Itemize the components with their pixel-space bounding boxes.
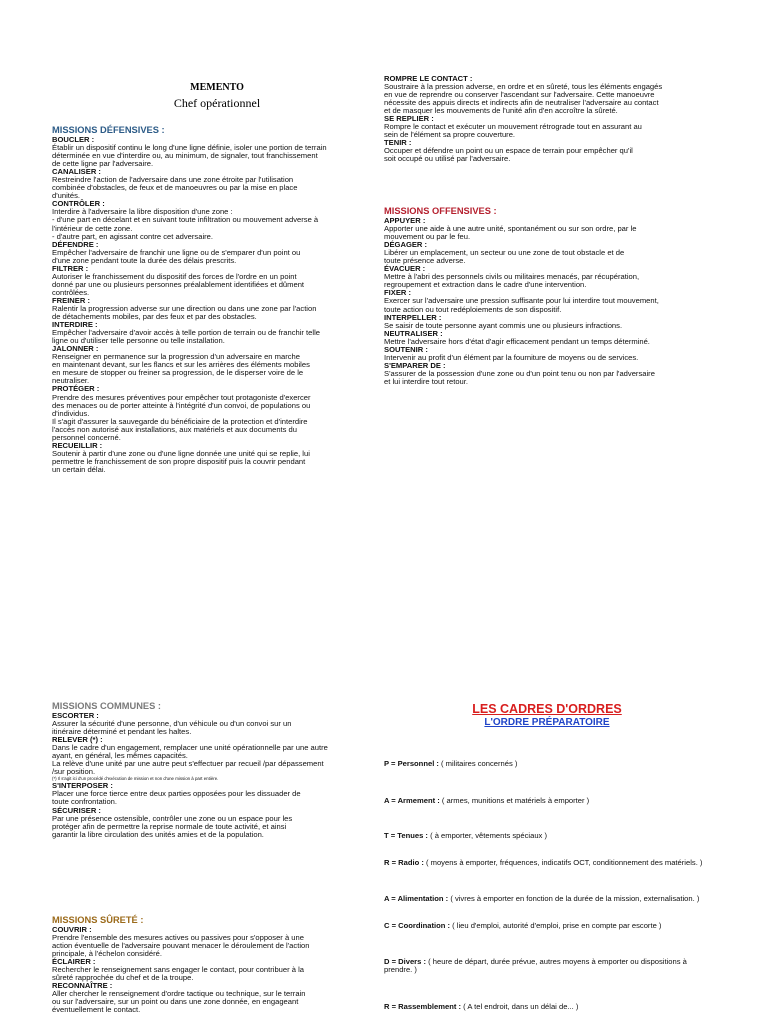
mission-description-line: - d'une part en décelant et en suivant toute infiltration ou mouvement adverse à bbox=[52, 215, 319, 225]
mission-description-line: Apporter une aide à une autre unité, spontanément ou sur son ordre, par le bbox=[384, 224, 637, 234]
cadre-item bbox=[384, 859, 714, 867]
cadre-key: T = Tenues : bbox=[384, 831, 428, 840]
mission-description-line: Empêcher l'adversaire de franchir une ligne ou de s'emparer d'un point ou bbox=[52, 247, 301, 257]
mission-term: FREINER : bbox=[52, 295, 90, 305]
mission-description-line: Établir un dispositif continu le long d'une ligne définie, isoler une portion de terrain bbox=[52, 143, 327, 153]
mission-description-line: Interdire à l'adversaire la libre disposition d'une zone : bbox=[52, 207, 233, 217]
mission-description-line: d'une zone pendant toute la durée des délais prescrits. bbox=[52, 255, 237, 265]
mission-description-line: garantir la libre circulation des unités amies et de la population. bbox=[52, 829, 264, 839]
mission-description-line: de détachements mobiles, par des feux et par des obstacles. bbox=[52, 312, 257, 322]
mission-description-line: d'individus. bbox=[52, 408, 90, 418]
cadre-text: ( A tel endroit, dans un délai de... ) bbox=[461, 1002, 579, 1011]
mission-term: RECONNAÎTRE : bbox=[52, 981, 113, 991]
cadre-text: ( lieu d'emploi, autorité d'emploi, prise en compte par escorte ) bbox=[450, 921, 662, 930]
cadre-key: R = Rassemblement : bbox=[384, 1002, 462, 1011]
mission-term: CONTRÔLER : bbox=[52, 199, 105, 209]
cadres-subtitle: L'ORDRE PRÉPARATOIRE bbox=[484, 717, 610, 728]
mission-description-line: Il s'agit d'assurer la sauvegarde du bénéficiaire de la protection et d'interdire bbox=[52, 416, 308, 426]
mission-term: ESCORTER : bbox=[52, 711, 99, 720]
cadre-key: A = Armement : bbox=[384, 796, 440, 805]
mission-description-line: Par une présence ostensible, contrôler une zone ou un espace pour les bbox=[52, 813, 293, 823]
contact-missions-section bbox=[384, 75, 714, 164]
mission-description-line: déterminée en vue d'interdire ou, au minimum, de signaler, tout franchissement bbox=[52, 151, 318, 161]
mission-description-line: nécessite des appuis directs et indirects afin de neutraliser l'adversaire au contact bbox=[384, 98, 659, 108]
mission-description-line: protéger afin de permettre la reprise normale de toute activité, et ainsi bbox=[52, 821, 287, 831]
mission-description-line: des menaces ou de porter atteinte à l'intégrité d'un convoi, de populations ou bbox=[52, 400, 311, 410]
mission-term: RECUEILLIR : bbox=[52, 440, 103, 450]
cadre-item bbox=[384, 922, 714, 930]
mission-description-line: Placer une force tierce entre deux parties opposées pour les dissuader de bbox=[52, 789, 301, 799]
mission-description-line: Renseigner en permanence sur la progression d'un adversaire en marche bbox=[52, 352, 300, 362]
mission-term: INTERPELLER : bbox=[384, 312, 442, 322]
mission-description-line: d'unités. bbox=[52, 191, 81, 201]
mission-description-line: permettre le franchissement de son propre dispositif puis la couvrir pendant bbox=[52, 456, 306, 466]
cadre-key: A = Alimentation : bbox=[384, 894, 449, 903]
mission-description-line: mouvement ou par le feu. bbox=[384, 232, 471, 242]
offensive-heading: MISSIONS OFFENSIVES : bbox=[384, 206, 497, 216]
mission-term: RELEVER (*) : bbox=[52, 735, 103, 745]
mission-description-line: combinée d'obstacles, de feux et de manoeuvres ou par la mise en place bbox=[52, 183, 298, 193]
mission-description-line: Occuper et défendre un point ou un espace de terrain pour empêcher qu'il bbox=[384, 146, 633, 156]
mission-description-line: soit occupé ou utilisé par l'adversaire. bbox=[384, 154, 511, 164]
cadre-key: P = Personnel : bbox=[384, 759, 439, 768]
mission-description-line: et lui interdire tout retour. bbox=[384, 376, 468, 386]
mission-description-line: La relève d'une unité par une autre peut s'effectuer par recueil /par dépassement bbox=[52, 759, 324, 769]
mission-description-line: Autoriser le franchissement du dispositif des forces de l'ordre en un point bbox=[52, 271, 297, 281]
mission-description-line: Mettre l'adversaire hors d'état d'agir efficacement pendant un temps déterminé. bbox=[384, 336, 650, 346]
cadre-text: ( armes, munitions et matériels à emporter ) bbox=[439, 796, 590, 805]
mission-description-line: sein de l'élément sa propre couverture. bbox=[384, 130, 516, 140]
mission-description-line: toute confrontation. bbox=[52, 797, 118, 807]
mission-term: NEUTRALISER : bbox=[384, 328, 443, 338]
cadre-item bbox=[384, 760, 714, 768]
mission-description-line: S'assurer de la possession d'une zone ou d'un point tenu ou non par l'adversaire bbox=[384, 368, 655, 378]
cadre-key: R = Radio : bbox=[384, 858, 424, 867]
mission-description-line: Exercer sur l'adversaire une pression suffisante pour lui interdire tout mouvement, bbox=[384, 296, 659, 306]
memento-title: MEMENTO bbox=[190, 82, 244, 93]
mission-description-line: Empêcher l'adversaire d'avoir accès à telle portion de terrain ou de franchir telle bbox=[52, 328, 320, 338]
mission-description-line: Prendre l'ensemble des mesures actives ou passives pour s'opposer à une bbox=[52, 933, 304, 943]
cadre-text: ( militaires concernés ) bbox=[438, 759, 518, 768]
mission-term: DÉFENDRE : bbox=[52, 239, 99, 249]
mission-term: CANALISER : bbox=[52, 167, 101, 177]
mission-term: DÉGAGER : bbox=[384, 240, 428, 250]
mission-description-line: Libérer un emplacement, un secteur ou une zone de tout obstacle et de bbox=[384, 248, 625, 258]
mission-description-line: ayant, en général, les mêmes capacités. bbox=[52, 751, 188, 761]
cadres-title: LES CADRES D'ORDRES bbox=[472, 702, 622, 716]
mission-term: PROTÉGER : bbox=[52, 384, 100, 394]
mission-description-line: Rechercher le renseignement sans engager le contact, pour contribuer à la bbox=[52, 965, 305, 975]
mission-term: TENIR : bbox=[384, 138, 412, 148]
mission-description-line: contrôlées. bbox=[52, 287, 90, 297]
mission-description-line: sûreté rapprochée du chef et de la troupe. bbox=[52, 973, 194, 983]
mission-term: JALONNER : bbox=[52, 344, 99, 354]
surete-heading: MISSIONS SÛRETÉ : bbox=[52, 915, 144, 925]
cadre-key: C = Coordination : bbox=[384, 921, 451, 930]
mission-term: ROMPRE LE CONTACT : bbox=[384, 74, 473, 83]
mission-description-line: toute action ou tout redéploiements de son dispositif. bbox=[384, 304, 562, 314]
mission-description-line: Soutenir à partir d'une zone ou d'une ligne donnée une unité qui se replie, lui bbox=[52, 448, 310, 458]
mission-description-line: itinéraire déterminé et pendant les haltes. bbox=[52, 727, 192, 737]
mission-term: APPUYER : bbox=[384, 216, 426, 225]
mission-term: BOUCLER : bbox=[52, 135, 95, 144]
mission-description-line: Rompre le contact et exécuter un mouvement rétrograde tout en assurant au bbox=[384, 122, 642, 132]
cadre-text: ( heure de départ, durée prévue, autres moyens à emporter ou dispositions à prendre. ) bbox=[384, 957, 687, 975]
mission-description-line: l'intérieur de cette zone. bbox=[52, 223, 133, 233]
mission-description-line: et de masquer les mouvements de l'unité afin d'en accroître la sûreté. bbox=[384, 106, 618, 116]
mission-description-line: en vue de reprendre ou conserver l'ascendant sur l'adversaire. Cette manoeuvre bbox=[384, 90, 655, 100]
mission-description-line: Restreindre l'action de l'adversaire dans une zone étroite par l'utilisation bbox=[52, 175, 294, 185]
cadre-item bbox=[384, 1003, 714, 1011]
cadre-text: ( à emporter, vêtements spéciaux ) bbox=[427, 831, 547, 840]
mission-description-line: en mesure de stopper ou freiner sa progression, de le disperser voire de le bbox=[52, 368, 304, 378]
mission-term: SOUTENIR : bbox=[384, 344, 428, 354]
mission-description-line: donné par une ou plusieurs personnes préalablement identifiées et dûment bbox=[52, 279, 305, 289]
mission-description-line: /sur position. bbox=[52, 767, 96, 777]
mission-term: SE REPLIER : bbox=[384, 114, 434, 124]
mission-term: INTERDIRE : bbox=[52, 320, 98, 330]
cadre-item bbox=[384, 797, 714, 805]
common-heading: MISSIONS COMMUNES : bbox=[52, 701, 161, 711]
mission-description-line: ligne ou d'utiliser telle personne ou telle installation. bbox=[52, 336, 225, 346]
mission-description-line: de cette ligne par l'adversaire. bbox=[52, 159, 154, 169]
mission-description-line: l'accès non autorisé aux installations, aux matériels et aux documents du bbox=[52, 424, 298, 434]
footnote: (*) Il s'agit ici d'un procédé d'exécution de mission et non d'une mission à part entière. bbox=[52, 776, 219, 782]
mission-term: SÉCURISER : bbox=[52, 805, 101, 815]
cadre-text: ( moyens à emporter, fréquences, indicatifs OCT, conditionnement des matériels. ) bbox=[423, 858, 703, 867]
mission-description-line: en maintenant devant, sur les flancs et sur les arrières des éléments mobiles bbox=[52, 360, 310, 370]
mission-term: ÉCLAIRER : bbox=[52, 957, 96, 967]
mission-description-line: neutraliser. bbox=[52, 376, 90, 386]
mission-term: S'EMPARER DE : bbox=[384, 360, 446, 370]
mission-description-line: personnel concerné. bbox=[52, 432, 121, 442]
mission-description-line: éventuellement le contact. bbox=[52, 1005, 141, 1015]
mission-description-line: un certain délai. bbox=[52, 464, 106, 474]
cadre-item bbox=[384, 958, 714, 974]
cadre-key: D = Divers : bbox=[384, 957, 426, 966]
mission-description-line: toute présence adverse. bbox=[384, 256, 466, 266]
cadre-text: ( vivres à emporter en fonction de la durée de la mission, externalisation. ) bbox=[448, 894, 700, 903]
surete-missions-section bbox=[52, 915, 382, 1015]
mission-description-line: principale, à l'échelon considéré. bbox=[52, 949, 162, 959]
mission-term: S'INTERPOSER : bbox=[52, 781, 113, 791]
mission-description-line: Ralentir la progression adverse sur une direction ou dans une zone par l'action bbox=[52, 303, 317, 313]
mission-description-line: Dans le cadre d'un engagement, remplacer une unité opérationnelle par une autre bbox=[52, 743, 328, 753]
mission-term: FIXER : bbox=[384, 288, 412, 298]
mission-description-line: action éventuelle de l'adversaire pouvant menacer le déroulement de l'action bbox=[52, 941, 310, 951]
mission-description-line: - d'autre part, en agissant contre cet adversaire. bbox=[52, 231, 214, 241]
mission-description-line: Soustraire à la pression adverse, en ordre et en sûreté, tous les éléments engagés bbox=[384, 82, 663, 92]
defensive-heading: MISSIONS DÉFENSIVES : bbox=[52, 125, 165, 135]
offensive-missions-section bbox=[384, 206, 714, 386]
mission-term: COUVRIR : bbox=[52, 925, 92, 934]
mission-description-line: Assurer la sécurité d'une personne, d'un véhicule ou d'un convoi sur un bbox=[52, 719, 292, 729]
common-missions-section bbox=[52, 701, 382, 839]
mission-term: ÉVACUER : bbox=[384, 264, 426, 274]
mission-description-line: Aller chercher le renseignement d'ordre tactique ou technique, sur le terrain bbox=[52, 989, 306, 999]
memento-subtitle: Chef opérationnel bbox=[173, 96, 261, 110]
mission-description-line: Prendre des mesures préventives pour empêcher tout protagoniste d'exercer bbox=[52, 392, 311, 402]
mission-description-line: Mettre à l'abri des personnels civils ou militaires menacés, par récupération, bbox=[384, 272, 640, 282]
mission-description-line: Intervenir au profit d'un élément par la fourniture de moyens ou de services. bbox=[384, 352, 639, 362]
mission-description-line: Se saisir de toute personne ayant commis une ou plusieurs infractions. bbox=[384, 320, 623, 330]
defensive-missions-section bbox=[52, 125, 382, 474]
cadre-item bbox=[384, 832, 714, 840]
mission-description-line: regroupement et extraction dans le cadre d'une intervention. bbox=[384, 280, 587, 290]
cadre-item bbox=[384, 895, 714, 903]
mission-term: FILTRER : bbox=[52, 263, 89, 273]
mission-description-line: ou sur l'adversaire, sur un point ou dans une zone donnée, en engageant bbox=[52, 997, 299, 1007]
